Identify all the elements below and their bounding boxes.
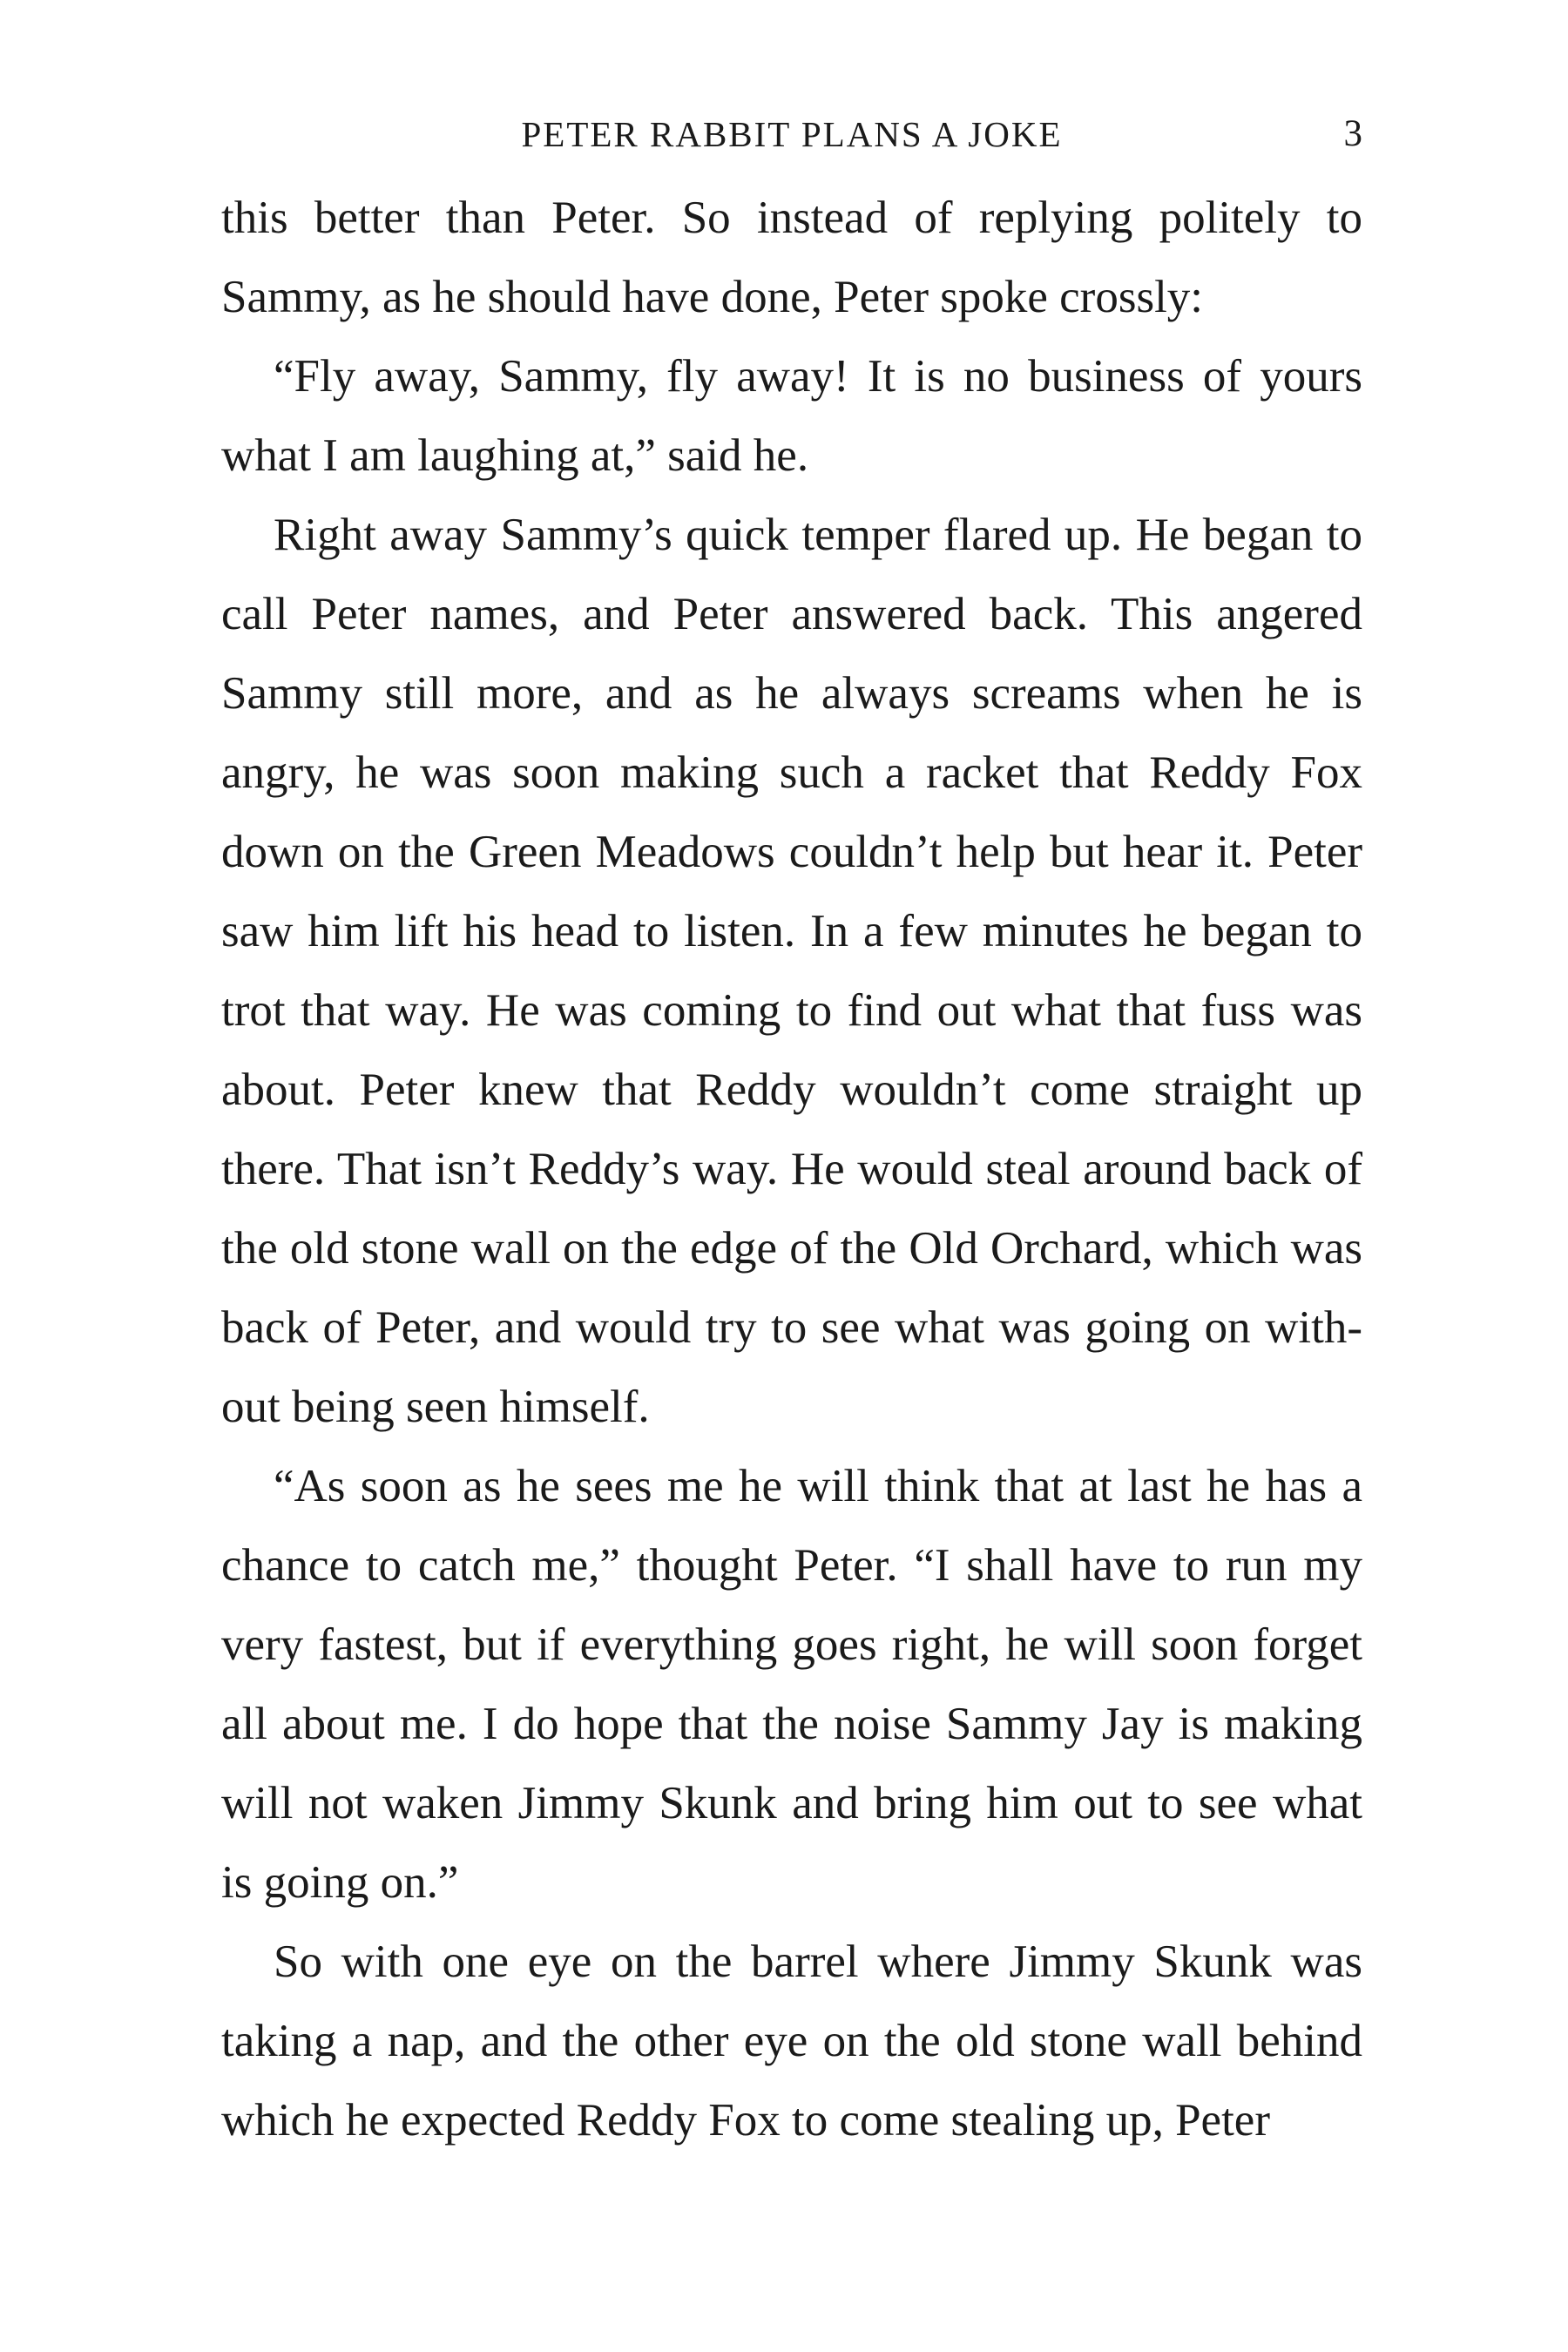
paragraph: “As soon as he sees me he will think that at last he has a chance to catch me,” thought Peter. “I shall have to run my very fastest, but if everything goes right, he will soon forget all about me. I do hope that the noise Sammy Jay is making will not waken Jimmy Skunk and bring him out to see what is going on.”: [221, 1461, 1362, 1908]
paragraph: So with one eye on the barrel where Jimmy Skunk was taking a nap, and the other eye on the old stone wall behind which he expected Reddy Fox to come stealing up, Peter: [221, 1936, 1362, 2146]
chapter-running-title: PETER RABBIT PLANS A JOKE: [521, 114, 1063, 154]
body-text: [221, 179, 1362, 2160]
paragraph-continued: this better than Peter. So instead of replying politely to Sammy, as he should have done, Peter spoke crossly:: [221, 193, 1362, 322]
paragraph: “Fly away, Sammy, fly away! It is no business of yours what I am laughing at,” said he.: [221, 351, 1362, 481]
page-number: 3: [1343, 113, 1362, 154]
paragraph: Right away Sammy’s quick temper flared up. He began to call Peter names, and Peter answered back. This angered Sammy still more, and as he always screams when he is angry, he was soon making such a racket that Reddy Fox down on the Green Meadows couldn’t help but hear it. Peter saw him lift his head to listen. In a few minutes he began to trot that way. He was coming to find out what that fuss was about. Peter knew that Reddy wouldn’t come straight up there. That isn’t Reddy’s way. He would steal around back of the old stone wall on the edge of the Old Orchard, which was back of Peter, and would try to see what was going on with-out being seen himself.: [221, 510, 1362, 1432]
running-head: [221, 108, 1362, 160]
